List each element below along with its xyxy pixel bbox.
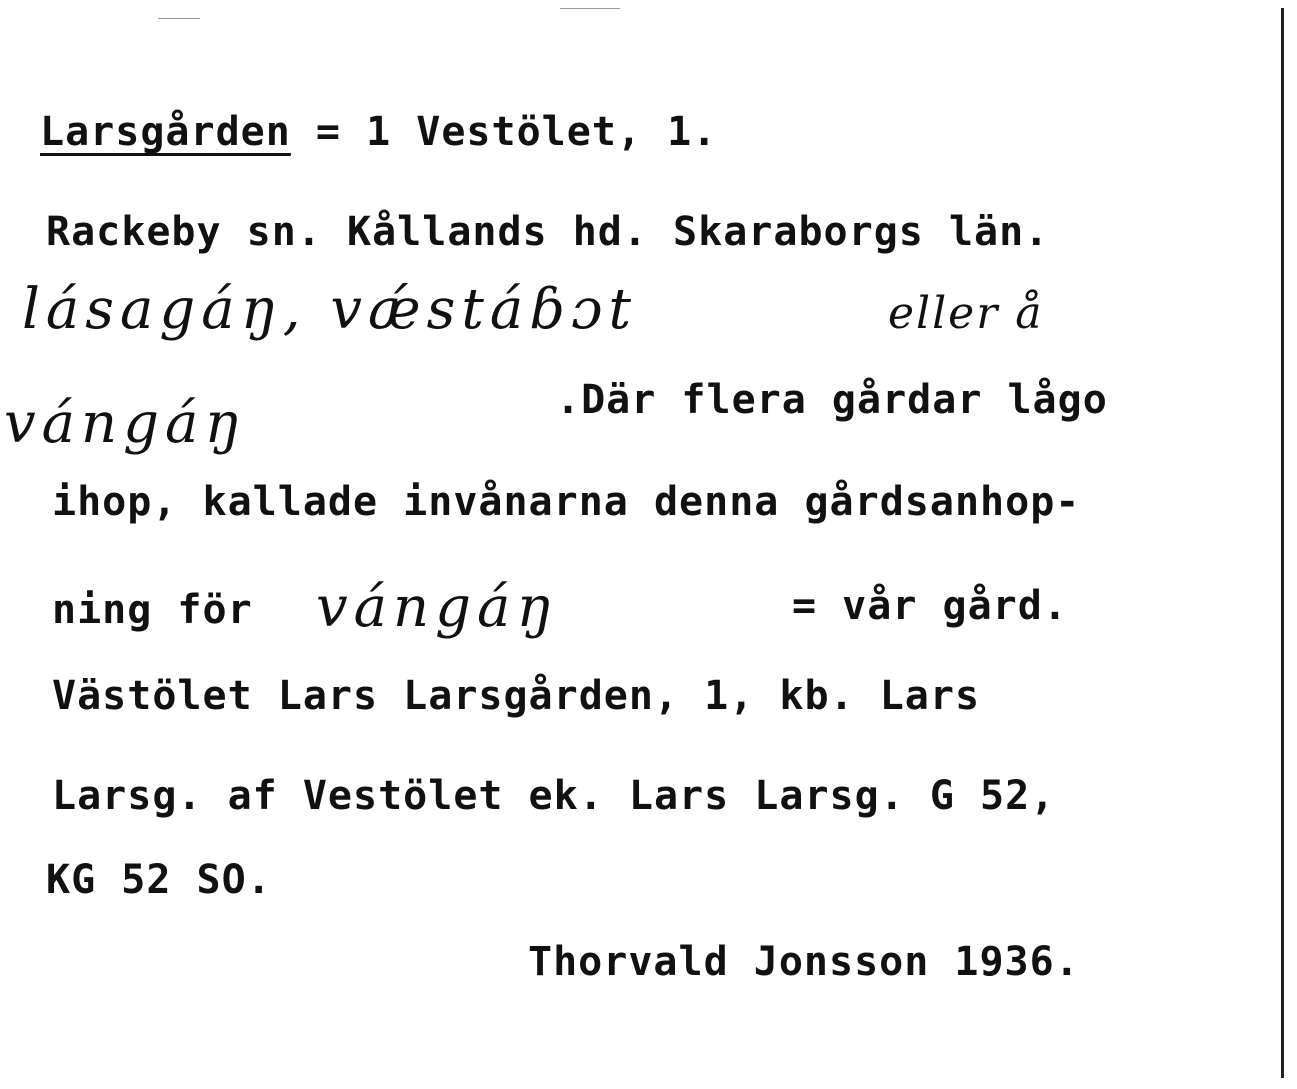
phonetic-transcription-1: lásagáŋ, vǽstáɓɔt (22, 277, 637, 342)
text-line-4: Västölet Lars Larsgården, 1, kb. Lars (52, 673, 981, 719)
scan-speck (560, 8, 620, 9)
text-line-1: .Där flera gårdar lågo (556, 377, 1108, 423)
text-line-3-start: ning för (52, 587, 253, 633)
text-line-3-end: = vår gård. (792, 583, 1068, 629)
farm-name: Larsgården (40, 109, 291, 155)
location-line: Rackeby sn. Kållands hd. Skaraborgs län. (46, 209, 1050, 255)
scan-speck (158, 18, 200, 19)
text-line-6: KG 52 SO. (46, 857, 272, 903)
farm-reference: = 1 Vestölet, 1. (315, 109, 718, 155)
signature: Thorvald Jonsson 1936. (528, 939, 1080, 985)
phonetic-transcription-3: vángáŋ (316, 575, 559, 640)
heading-line (40, 109, 718, 155)
text-line-2: ihop, kallade invånarna denna gårdsanhop- (52, 479, 1081, 525)
card-edge (1281, 8, 1284, 1078)
phonetic-transcription-2: vángáŋ (4, 391, 247, 456)
text-line-5: Larsg. af Vestölet ek. Lars Larsg. G 52, (52, 773, 1056, 819)
phonetic-alternative-label: eller å (888, 288, 1044, 339)
